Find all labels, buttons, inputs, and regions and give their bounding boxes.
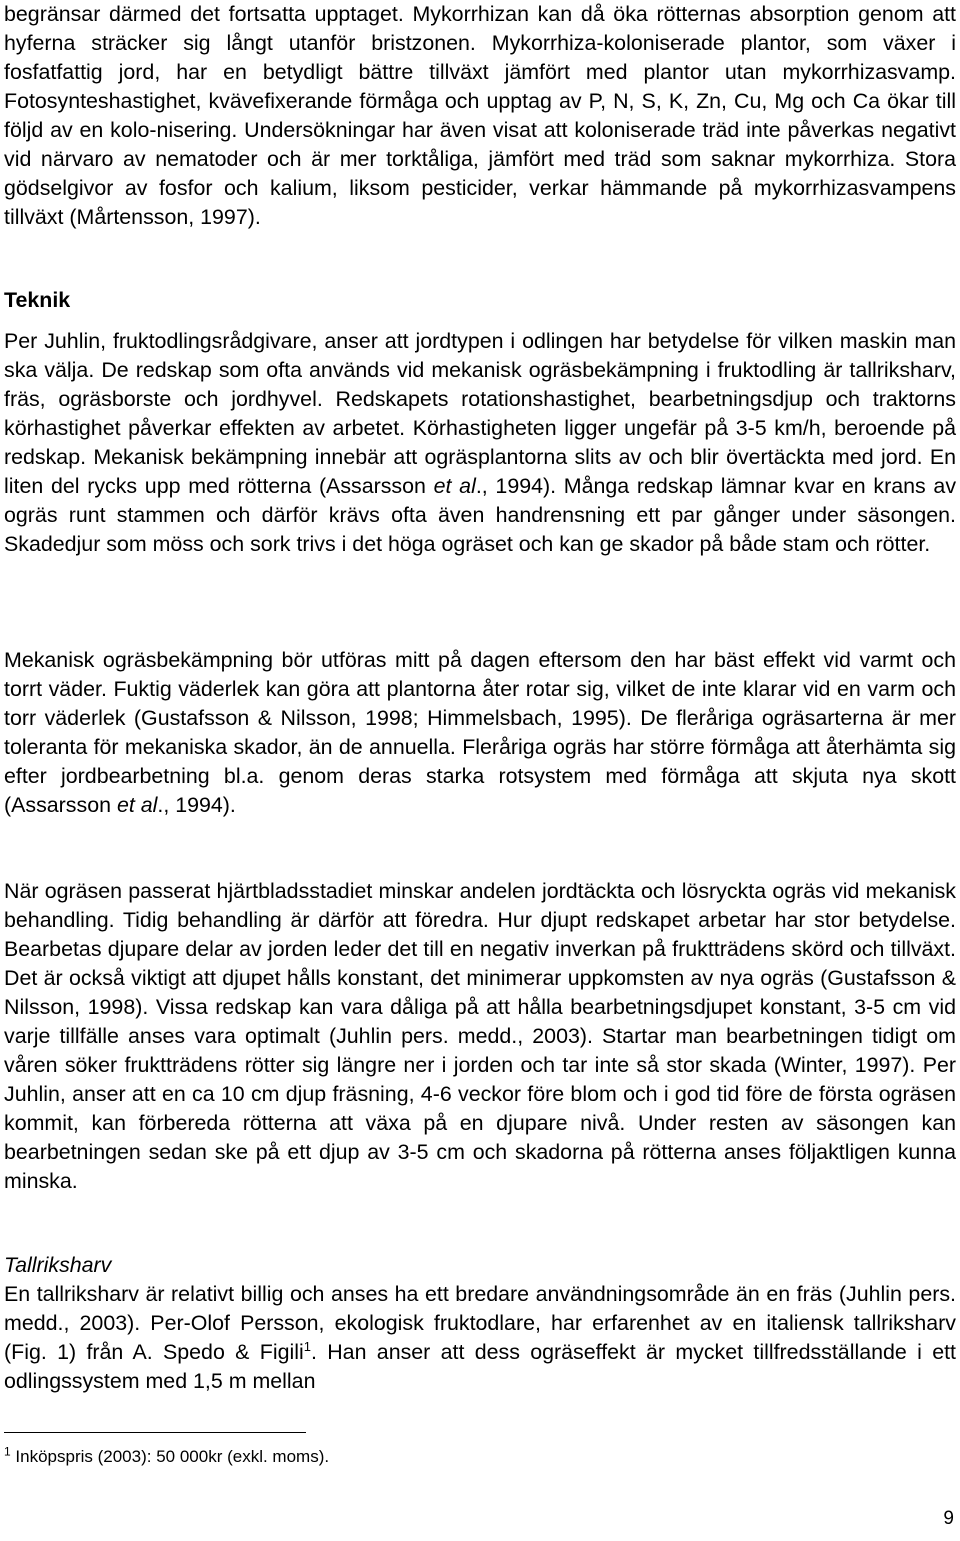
paragraph-text: När ogräsen passerat hjärtbladsstadiet minskar andelen jordtäckta och lösryckta ogräs vid mekanisk behandling. Tidig behandling är därför att föredra. Hur djupt redskapet arbetar har stor betydelse. Bearbetas djupare delar av jorden leder det till en negativ inverkan på fruktträdens skörd och tillväxt. Det är också viktigt att djupet hålls konstant, det minimerar uppkomsten av nya ogräs (Gustafsson & Nilsson, 1998). Vissa redskap kan vara dåliga på att hålla bearbetningsdjupet konstant, 3-5 cm vid varje tillfälle anses vara optimalt (Juhlin pers. medd., 2003). Startar man bearbetningen tidigt om våren söker fruktträdens rötter sig längre ner i jorden och tar inte så stor skada (Winter, 1997). Per Juhlin, anser att en ca 10 cm djup fräsning, 4-6 veckor före blom och i god tid före de första ogräsen kommit, kan förbereda rötterna att växa på en djupare nivå. Under resten av säsongen kan bearbetningen sedan ske på ett djup av 3-5 cm och skadorna på rötterna anses följaktligen kunna minska. [4, 879, 956, 1193]
paragraph-text: Per Juhlin, fruktodlingsrådgivare, anser att jordtypen i odlingen har betydelse för vilken maskin man ska välja. De redskap som ofta används vid mekanisk ogräsbekämpning i fruktodling är tallriksharv, fräs, ogräsborste och jordhyvel. Redskapets rotationshastighet, bearbetningsdjup och traktorns körhastighet påverkar effekten av arbetet. Körhastigheten ligger ungefär på 3-5 km/h, beroende på redskap. Mekanisk bekämpning innebär att ogräsplantorna slits av och blir övertäckta med jord. En liten del rycks upp med rötterna (Assarsson [4, 329, 956, 498]
italic-et-al: et al [433, 474, 476, 498]
paragraph-tallriksharv [4, 1280, 956, 1396]
paragraph-text: ., 1994). [157, 793, 236, 817]
paragraph-text: En tallriksharv är relativt billig och anses ha ett bredare användningsområde än en fräs (Juhlin pers. medd., 2003). Per-Olof Persson, ekologisk fruktodlare, har erfarenhet av en italiensk tallriksharv (Fig. 1) från A. Spedo & Figili [4, 1282, 956, 1364]
footnote-separator [4, 1432, 306, 1433]
italic-et-al: et al [116, 793, 158, 817]
heading-teknik: Teknik [4, 288, 71, 312]
footnote-marker: 1 [4, 1444, 11, 1459]
page-number: 9 [943, 1508, 954, 1529]
paragraph-text: ., 1994). Många redskap lämnar kvar en krans av ogräs runt stammen och därför krävs ofta även handrensning ett par gånger under säsongen. Skadedjur som möss och sork trivs i det höga ogräset och kan ge skador på både stam och rötter. [4, 474, 957, 556]
paragraph-text: begränsar därmed det fortsatta upptaget. Mykorrhizan kan då öka rötternas absorption genom att hyferna sträcker sig långt utanför bristzonen. Mykorrhiza-koloniserade plantor, som växer i fosfatfattig jord, har en betydligt bättre tillväxt jämfört med plantor utan mykorrhizasvamp. Fotosynteshastighet, kvävefixerande förmåga och upptag av P, N, S, K, Zn, Cu, Mg och Ca ökar till följd av en kolo-nisering. Undersökningar har även visat att koloniserade träd inte påverkas negativt vid närvaro av nematoder och är mer torktåliga, jämfört med träd som saknar mykorrhiza. Stora gödselgivor av fosfor och kalium, liksom pesticider, verkar hämmande på mykorrhizasvampens tillväxt (Mårtensson, 1997). [4, 2, 956, 229]
paragraph-text: . Han anser att dess ogräseffekt är mycket tillfredsställande i ett odlingssystem med 1,5 m mellan [4, 1340, 956, 1393]
footnote-text: Inköpspris (2003): 50 000kr (exkl. moms). [10, 1447, 330, 1466]
footnote [4, 1446, 329, 1468]
paragraph-teknik [4, 327, 956, 559]
subheading-tallriksharv: Tallriksharv [4, 1253, 112, 1277]
footnote-reference: 1 [303, 1338, 311, 1354]
paragraph-hjartbladsstadiet [4, 877, 956, 1196]
paragraph-ograsbekampning-timing [4, 646, 956, 820]
paragraph-text: Mekanisk ogräsbekämpning bör utföras mitt på dagen eftersom den har bäst effekt vid varmt och torrt väder. Fuktig väderlek kan göra att plantorna åter rotar sig, vilket de inte klarar vid en varm och torr väderlek (Gustafsson & Nilsson, 1998; Himmelsbach, 1995). De fleråriga ogräsarterna är mer toleranta för mekaniska skador, än de annuella. Fleråriga ogräs har större förmåga att återhämta sig efter jordbearbetning bl.a. genom deras starka rotsystem med förmåga att skjuta nya skott (Assarsson [4, 648, 956, 817]
paragraph-mykorrhiza [4, 0, 956, 232]
